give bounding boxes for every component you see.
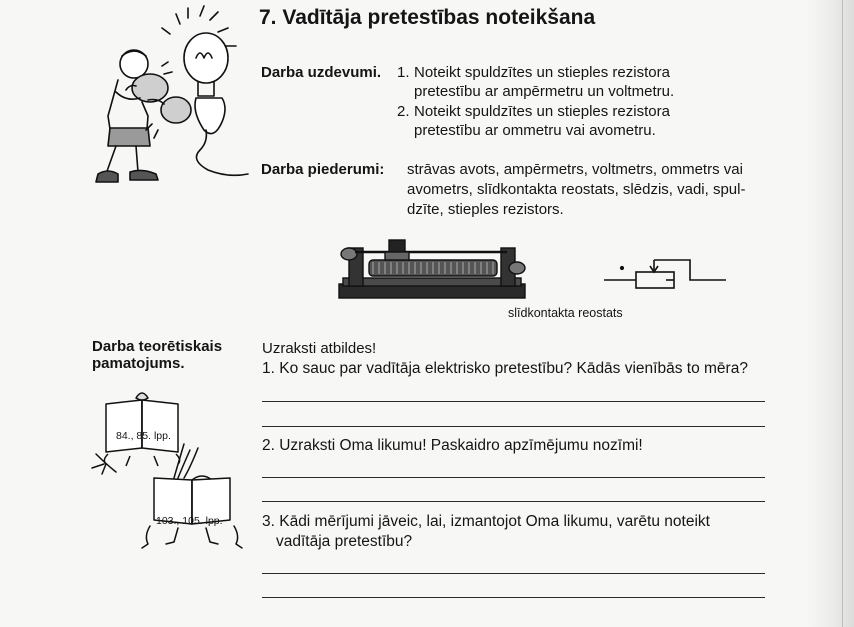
question-3: 3. Kādi mērījumi jāveic, lai, izmantojot Oma likumu, varētu noteikt — [262, 513, 710, 530]
equipment-text-line: avometrs, slīdkontakta reostats, slēdzis, vadi, spul- — [407, 181, 746, 198]
book-1-pages: 84., 85. lpp. — [116, 430, 171, 442]
question-2: 2. Uzraksti Oma likumu! Paskaidro apzīmējumu nozīmi! — [262, 437, 643, 454]
task-item-text-cont: pretestību ar ampērmetru un voltmetru. — [414, 83, 675, 100]
rheostat-illustration — [335, 238, 530, 304]
theory-label-line1: Darba teorētiskais — [92, 338, 223, 355]
figure-caption: slīdkontakta reostats — [508, 306, 623, 320]
answer-line[interactable] — [262, 501, 765, 502]
task-item-number: 1. — [397, 64, 410, 81]
task-item-number: 2. — [397, 103, 410, 120]
answer-line[interactable] — [262, 597, 765, 598]
task-item-1 — [397, 63, 670, 83]
answer-line[interactable] — [262, 401, 765, 402]
answers-intro: Uzraksti atbildes! — [262, 340, 377, 357]
book-illustration-2 — [88, 440, 248, 560]
question-1: 1. Ko sauc par vadītāja elektrisko pretestību? Kādās vienībās to mēra? — [262, 360, 748, 377]
task-item-text-cont: pretestību ar ommetru vai avometru. — [414, 122, 656, 139]
page-title: 7. Vadītāja pretestības noteikšana — [259, 6, 596, 29]
answer-line[interactable] — [262, 426, 765, 427]
theory-label-line2: pamatojums. — [92, 355, 185, 372]
answer-line[interactable] — [262, 573, 765, 574]
task-item-text: Noteikt spuldzītes un stieples rezistora — [414, 64, 670, 81]
book-2-pages: 103., 105. lpp. — [156, 515, 223, 527]
boxer-lightbulb-illustration — [92, 6, 252, 196]
rheostat-symbol — [604, 254, 728, 294]
equipment-label: Darba piederumi: — [261, 161, 385, 178]
equipment-text-line: dzīte, stieples rezistors. — [407, 201, 564, 218]
task-item-text: Noteikt spuldzītes un stieples rezistora — [414, 103, 670, 120]
task-item-2 — [397, 102, 670, 122]
question-3-cont: vadītāja pretestību? — [276, 533, 413, 550]
page-edge — [806, 0, 854, 627]
equipment-text-line: strāvas avots, ampērmetrs, voltmetrs, ommetrs vai — [407, 161, 743, 178]
answer-line[interactable] — [262, 477, 765, 478]
task-label: Darba uzdevumi. — [261, 64, 382, 81]
